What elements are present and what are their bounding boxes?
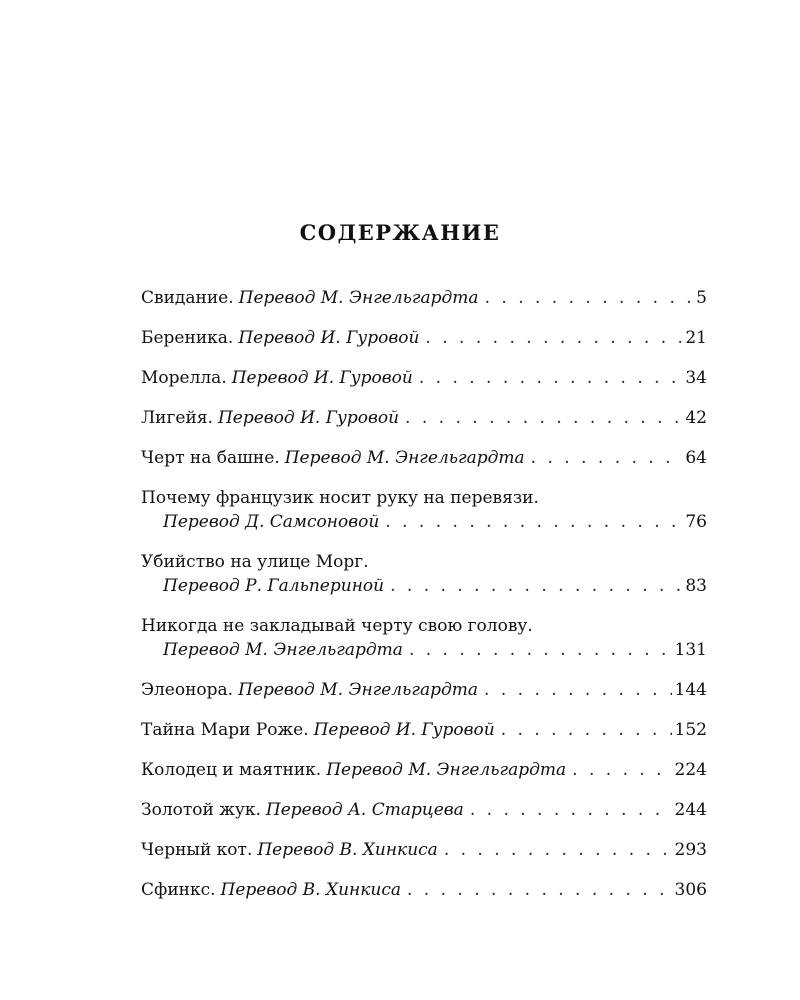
toc-entry	[141, 718, 707, 742]
translator-credit: Перевод М. Энгельгардта	[238, 680, 479, 700]
toc-entry	[141, 486, 707, 534]
page-number: 152	[674, 720, 707, 740]
toc-entry	[141, 614, 707, 662]
translator-credit: Перевод И. Гуровой	[217, 408, 400, 428]
dot-leader	[405, 406, 682, 430]
dot-leader	[531, 446, 683, 470]
page-number: 144	[674, 680, 707, 700]
story-title: Свидание.	[141, 288, 234, 308]
page-number: 42	[685, 408, 707, 428]
page-number: 83	[685, 576, 707, 596]
toc-entry	[141, 286, 707, 310]
dot-leader	[444, 838, 672, 862]
dot-leader	[572, 758, 671, 782]
toc-entry	[141, 878, 707, 902]
translator-credit: Перевод Р. Гальпериной	[163, 576, 385, 596]
toc-entry	[141, 798, 707, 822]
page-number: 76	[685, 512, 707, 532]
page-number: 306	[674, 880, 707, 900]
translator-credit: Перевод А. Старцева	[265, 800, 464, 820]
translator-credit: Перевод В. Хинкиса	[220, 880, 401, 900]
dot-leader	[425, 326, 682, 350]
dot-leader	[390, 574, 682, 598]
page-number: 131	[674, 640, 707, 660]
dot-leader	[484, 678, 672, 702]
page-number: 244	[674, 800, 707, 820]
toc-entry	[141, 838, 707, 862]
story-title: Никогда не закладывай черту свою голову.	[141, 616, 533, 636]
table-of-contents	[141, 286, 707, 918]
story-title: Убийство на улице Морг.	[141, 552, 369, 572]
story-title: Береника.	[141, 328, 234, 348]
story-title: Золотой жук.	[141, 800, 261, 820]
dot-leader	[407, 878, 672, 902]
story-title: Элеонора.	[141, 680, 234, 700]
dot-leader	[470, 798, 672, 822]
translator-credit: Перевод И. Гуровой	[231, 368, 413, 388]
dot-leader	[501, 718, 672, 742]
story-title: Морелла.	[141, 368, 227, 388]
page-number: 224	[674, 760, 707, 780]
toc-entry	[141, 758, 707, 782]
toc-entry	[141, 550, 707, 598]
translator-credit: Перевод В. Хинкиса	[257, 840, 438, 860]
dot-leader	[485, 286, 694, 310]
toc-entry	[141, 366, 707, 390]
story-title: Сфинкс.	[141, 880, 216, 900]
page-number: 21	[685, 328, 707, 348]
story-title: Лигейя.	[141, 408, 213, 428]
translator-credit: Перевод М. Энгельгардта	[284, 448, 525, 468]
translator-credit: Перевод М. Энгельгардта	[163, 640, 403, 660]
story-title: Черный кот.	[141, 840, 253, 860]
translator-credit: Перевод М. Энгельгардта	[238, 288, 479, 308]
dot-leader	[419, 366, 683, 390]
dot-leader	[409, 638, 672, 662]
page-title: СОДЕРЖАНИЕ	[299, 220, 501, 245]
story-title: Почему французик носит руку на перевязи.	[141, 488, 539, 508]
story-title: Тайна Мари Роже.	[141, 720, 309, 740]
page-number: 5	[696, 288, 707, 308]
translator-credit: Перевод И. Гуровой	[238, 328, 420, 348]
page-number: 34	[685, 368, 707, 388]
toc-entry	[141, 406, 707, 430]
dot-leader	[385, 510, 682, 534]
translator-credit: Перевод М. Энгельгардта	[326, 760, 567, 780]
toc-entry	[141, 446, 707, 470]
translator-credit: Перевод Д. Самсоновой	[163, 512, 380, 532]
page-number: 64	[685, 448, 707, 468]
toc-entry	[141, 326, 707, 350]
story-title: Колодец и маятник.	[141, 760, 322, 780]
toc-entry	[141, 678, 707, 702]
translator-credit: Перевод И. Гуровой	[313, 720, 495, 740]
page-number: 293	[674, 840, 707, 860]
story-title: Черт на башне.	[141, 448, 280, 468]
